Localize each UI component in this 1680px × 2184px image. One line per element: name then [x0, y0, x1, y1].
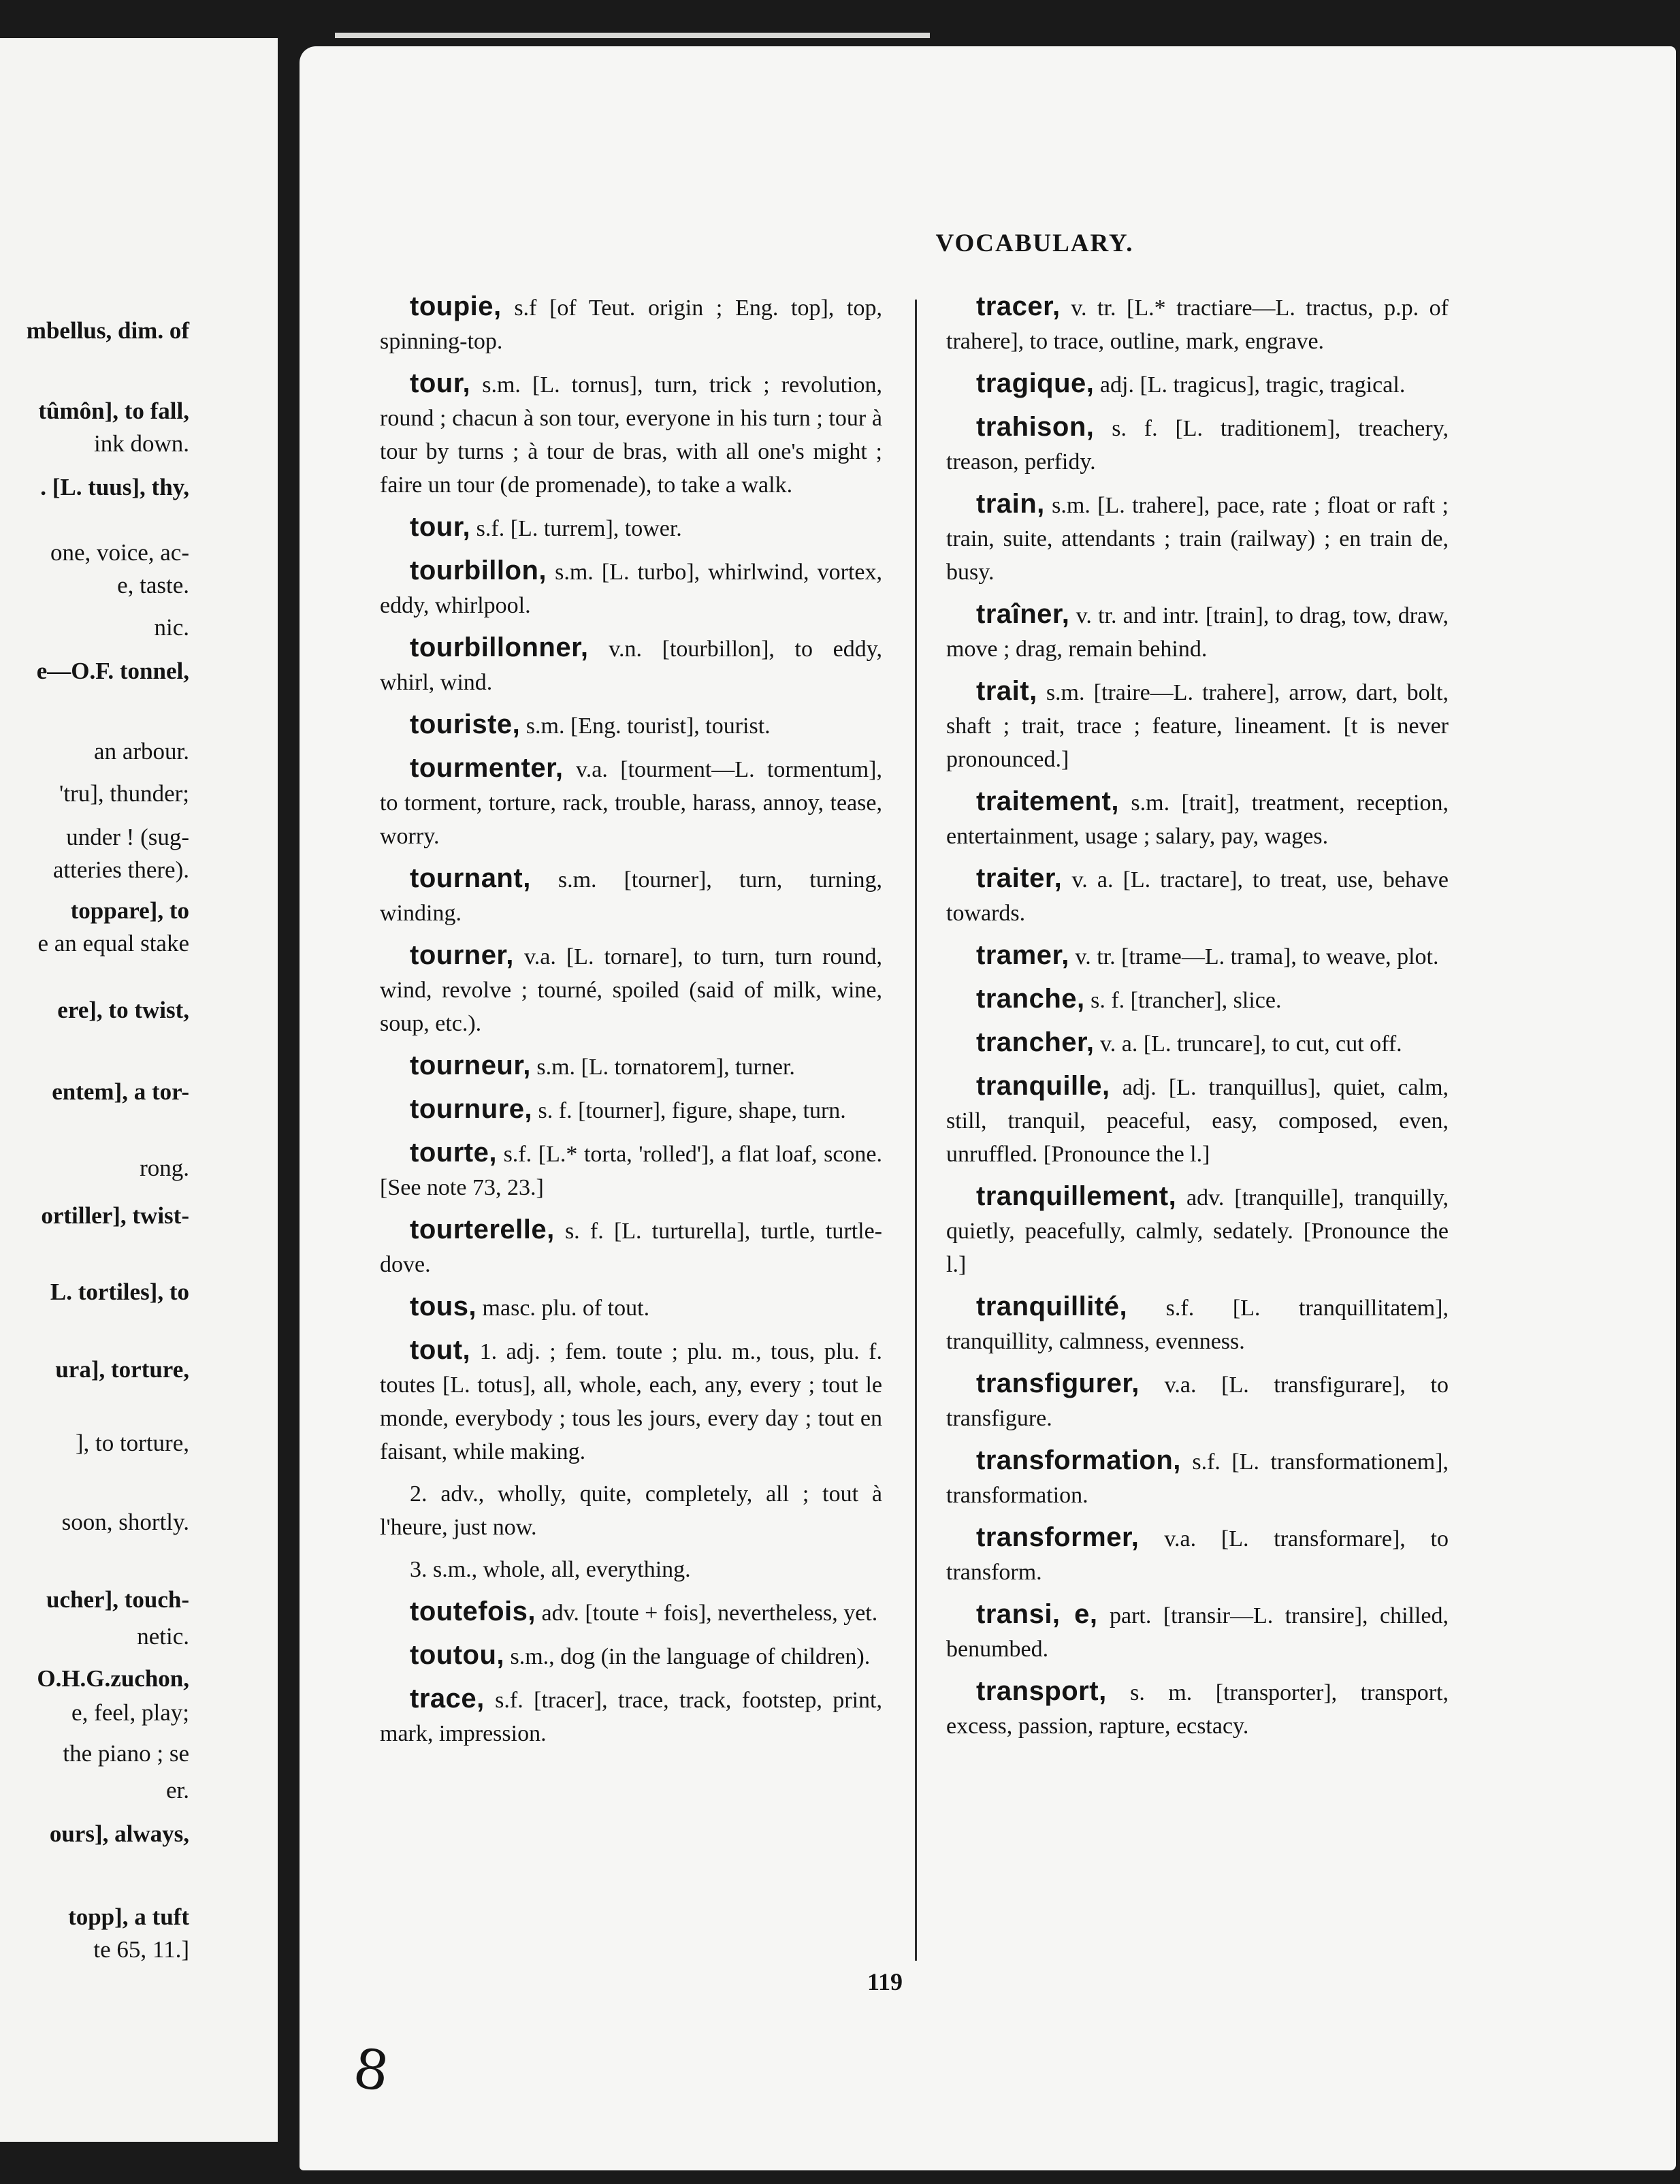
dictionary-entry — [380, 752, 882, 853]
previous-page-line: O.H.G.zuchon, — [37, 1665, 189, 1692]
headword: tourterelle, — [410, 1215, 555, 1244]
headword: tour, — [410, 512, 471, 542]
definition: s. f. [trancher], slice. — [1091, 988, 1282, 1013]
headword: traitement, — [976, 786, 1119, 816]
headword: tramer, — [976, 940, 1069, 970]
definition: s.f. [L. transformationem], transformation. — [946, 1449, 1449, 1508]
definition: s.m., dog (in the language of children). — [510, 1644, 871, 1669]
headword: transformation, — [976, 1445, 1181, 1475]
headword: traîner, — [976, 599, 1070, 629]
definition: s.f. [L. tranquillitatem], tranquillity, calmness, evenness. — [946, 1296, 1449, 1354]
dictionary-page — [300, 46, 1676, 2170]
definition: s.m. [L. tornus], turn, trick ; revolution, round ; chacun à son tour, everyone in his turn ; tour à tour by turns ; à tour de bras, with all one's might ; faire un tour (de promenade), to take a walk. — [380, 372, 883, 498]
dictionary-entry — [946, 862, 1449, 930]
definition: s. m. [transporter], transport, excess, passion, rapture, ecstacy. — [946, 1680, 1449, 1739]
headword: traiter, — [976, 863, 1063, 893]
previous-page-line: topp], a tuft — [68, 1904, 189, 1930]
dictionary-entry — [946, 1367, 1449, 1435]
handwritten-mark: 8 — [349, 2036, 393, 2104]
previous-page-line: nic. — [154, 614, 189, 641]
dictionary-entry — [946, 1675, 1449, 1743]
previous-page-line: 'tru], thunder; — [59, 780, 189, 807]
dictionary-entry — [380, 1213, 882, 1281]
headword: transi, e, — [976, 1599, 1098, 1629]
dictionary-entry — [380, 1553, 882, 1586]
previous-page-line: ura], torture, — [55, 1356, 189, 1383]
previous-page-line: . [L. tuus], thy, — [40, 474, 189, 500]
dictionary-entry — [380, 708, 882, 743]
headword: tranquille, — [976, 1071, 1110, 1101]
definition: adj. [L. tragicus], tragic, tragical. — [1099, 372, 1406, 398]
definition: 3. s.m., whole, all, everything. — [410, 1557, 691, 1582]
headword: trancher, — [976, 1027, 1095, 1057]
previous-page-line: ucher], touch- — [46, 1586, 189, 1613]
headword: toupie, — [410, 291, 502, 321]
definition: v.a. [L. transfigurare], to transfigure. — [946, 1372, 1449, 1431]
dictionary-entry — [380, 939, 882, 1040]
headword: tracer, — [976, 291, 1061, 321]
definition: s.m. [traire—L. trahere], arrow, dart, bolt, shaft ; trait, trace ; feature, lineament. [t is never pronounced.] — [946, 680, 1449, 772]
dictionary-entry — [946, 982, 1449, 1017]
dictionary-entry — [380, 862, 882, 930]
definition: v.a. [L. tornare], to turn, turn round, wind, revolve ; tourné, spoiled (said of milk, wine, soup, etc.). — [380, 944, 882, 1036]
headword: tourner, — [410, 940, 514, 970]
dictionary-entry — [380, 1682, 882, 1750]
definition: v. a. [L. truncare], to cut, cut off. — [1099, 1031, 1402, 1057]
definition: v. a. [L. tractare], to treat, use, behave towards. — [946, 867, 1449, 926]
headword: touriste, — [410, 709, 521, 739]
dictionary-entry — [946, 290, 1449, 358]
previous-page-line: one, voice, ac- — [50, 539, 189, 566]
definition: s.m. [L. trahere], pace, rate ; float or raft ; train, suite, attendants ; train (railway) ; en train de, busy. — [946, 493, 1449, 585]
column-divider — [915, 300, 917, 1961]
definition: masc. plu. of tout. — [482, 1296, 650, 1321]
previous-page-line: tûmôn], to fall, — [38, 398, 189, 424]
dictionary-entry — [946, 1598, 1449, 1666]
previous-page-line: e—O.F. tonnel, — [36, 658, 189, 684]
headword: trace, — [410, 1684, 485, 1714]
headword: tranquillité, — [976, 1291, 1128, 1321]
definition: s.m. [L. tornatorem], turner. — [536, 1055, 795, 1080]
headword: tourte, — [410, 1138, 497, 1168]
definition: s.m. [trait], treatment, reception, entertainment, usage ; salary, pay, wages. — [946, 790, 1449, 849]
dictionary-entry — [380, 631, 882, 699]
headword: tourbillonner, — [410, 632, 589, 662]
dictionary-entry — [380, 367, 882, 502]
definition: v. tr. [trame—L. trama], to weave, plot. — [1075, 944, 1439, 969]
dictionary-entry — [380, 511, 882, 545]
dictionary-entry — [946, 1444, 1449, 1512]
headword: train, — [976, 489, 1045, 519]
headword: tournure, — [410, 1094, 533, 1124]
headword: tranquillement, — [976, 1181, 1177, 1211]
dictionary-entry — [380, 1093, 882, 1127]
definition: s. f. [L. turturella], turtle, turtle-dove. — [380, 1219, 883, 1277]
dictionary-entry — [946, 1290, 1449, 1358]
definition: 1. adj. ; fem. toute ; plu. m., tous, plu. f. toutes [L. totus], all, whole, each, any, every ; tout le monde, everybody ; tous les jours, every day ; tout en faisant, while making. — [380, 1339, 882, 1464]
dictionary-entry — [380, 1639, 882, 1673]
headword: tour, — [410, 368, 471, 398]
dictionary-entry — [946, 598, 1449, 666]
previous-page-line: the piano ; se — [63, 1740, 189, 1767]
headword: tranche, — [976, 984, 1085, 1014]
headword: tourbillon, — [410, 556, 547, 585]
previous-page-line: atteries there). — [52, 856, 189, 883]
definition: v. tr. and intr. [train], to drag, tow, draw, move ; drag, remain behind. — [946, 603, 1449, 662]
dictionary-entry — [380, 1595, 882, 1630]
previous-page-line: e an equal stake — [37, 930, 189, 957]
definition: v.a. [tourment—L. tormentum], to torment, torture, rack, trouble, harass, annoy, tease, worry. — [380, 757, 883, 849]
page-header: VOCABULARY. — [935, 229, 1134, 257]
right-column — [946, 290, 1449, 1752]
headword: tourneur, — [410, 1050, 531, 1080]
headword: trahison, — [976, 412, 1095, 442]
previous-page-line: ], to torture, — [75, 1430, 189, 1456]
dictionary-entry — [380, 1334, 882, 1468]
dictionary-entry — [946, 785, 1449, 853]
previous-page-line: toppare], to — [70, 897, 189, 924]
definition: v.a. [L. transformare], to transform. — [946, 1526, 1449, 1585]
headword: toutou, — [410, 1640, 504, 1670]
definition: adj. [L. tranquillus], quiet, calm, still, tranquil, peaceful, easy, composed, even, unruffled. [Pronounce the l.] — [946, 1075, 1449, 1167]
dictionary-entry — [380, 1477, 882, 1544]
definition: 2. adv., wholly, quite, completely, all ; tout à l'heure, just now. — [380, 1481, 882, 1540]
dictionary-entry — [946, 1026, 1449, 1061]
previous-page-line: er. — [165, 1777, 189, 1803]
previous-page-line: ortiller], twist- — [41, 1202, 189, 1229]
dictionary-entry — [946, 1521, 1449, 1589]
dictionary-entry — [946, 1070, 1449, 1171]
headword: tourmenter, — [410, 753, 564, 783]
dictionary-entry — [380, 290, 882, 358]
previous-page-line: ere], to twist, — [57, 997, 189, 1023]
headword: tragique, — [976, 368, 1095, 398]
previous-page-line: ours], always, — [49, 1820, 189, 1847]
dictionary-entry — [946, 675, 1449, 776]
dictionary-entry — [946, 939, 1449, 974]
headword: transfigurer, — [976, 1368, 1140, 1398]
previous-page-line: entem], a tor- — [52, 1078, 189, 1105]
previous-page-line: e, taste. — [117, 572, 189, 598]
headword: trait, — [976, 676, 1037, 706]
definition: v. tr. [L.* tractiare—L. tractus, p.p. of trahere], to trace, outline, mark, engrave. — [946, 295, 1449, 354]
previous-page-line: an arbour. — [94, 738, 189, 765]
headword: tous, — [410, 1291, 477, 1321]
previous-page-line: mbellus, dim. of — [26, 317, 189, 344]
definition: s.m. [L. turbo], whirlwind, vortex, eddy, whirlpool. — [380, 560, 882, 618]
definition: adv. [tranquille], tranquilly, quietly, peacefully, calmly, sedately. [Pronounce the l.] — [946, 1185, 1449, 1277]
definition: s.f. [L.* torta, 'rolled'], a flat loaf, scone. [See note 73, 23.] — [380, 1142, 883, 1200]
definition: s. f. [L. traditionem], treachery, treason, perfidy. — [946, 416, 1449, 475]
left-column — [380, 290, 882, 1759]
definition: s.f. [tracer], trace, track, footstep, print, mark, impression. — [380, 1688, 882, 1746]
definition: s.m. [Eng. tourist], tourist. — [526, 713, 771, 739]
dictionary-entry — [946, 487, 1449, 589]
previous-page-line: ink down. — [94, 430, 189, 457]
headword: transport, — [976, 1676, 1107, 1706]
definition: s.f [of Teut. origin ; Eng. top], top, spinning-top. — [380, 295, 882, 354]
previous-page-line: L. tortiles], to — [50, 1279, 189, 1305]
previous-page-line: soon, shortly. — [61, 1509, 189, 1535]
definition: v.n. [tourbillon], to eddy, whirl, wind. — [380, 637, 883, 695]
headword: tout, — [410, 1335, 471, 1365]
previous-page-line: e, feel, play; — [71, 1699, 189, 1726]
definition: s.f. [L. turrem], tower. — [476, 516, 682, 541]
dictionary-entry — [946, 1180, 1449, 1281]
previous-page-line: te 65, 11.] — [93, 1936, 189, 1963]
headword: toutefois, — [410, 1596, 536, 1626]
dictionary-entry — [380, 554, 882, 622]
dictionary-entry — [380, 1290, 882, 1325]
definition: part. [transir—L. transire], chilled, benumbed. — [946, 1603, 1449, 1662]
dictionary-entry — [380, 1136, 882, 1204]
dictionary-entry — [380, 1049, 882, 1084]
top-rule — [335, 33, 930, 38]
page-number: 119 — [867, 1968, 903, 1995]
definition: s. f. [tourner], figure, shape, turn. — [538, 1098, 846, 1123]
headword: transformer, — [976, 1522, 1140, 1552]
definition: adv. [toute + fois], nevertheless, yet. — [541, 1601, 878, 1626]
dictionary-entry — [946, 411, 1449, 479]
dictionary-entry — [946, 367, 1449, 402]
previous-page-line: netic. — [137, 1623, 189, 1650]
previous-page — [0, 38, 278, 2142]
headword: tournant, — [410, 863, 531, 893]
previous-page-line: under ! (sug- — [66, 824, 189, 850]
previous-page-line: rong. — [140, 1155, 189, 1181]
definition: s.m. [tourner], turn, turning, winding. — [380, 867, 882, 926]
